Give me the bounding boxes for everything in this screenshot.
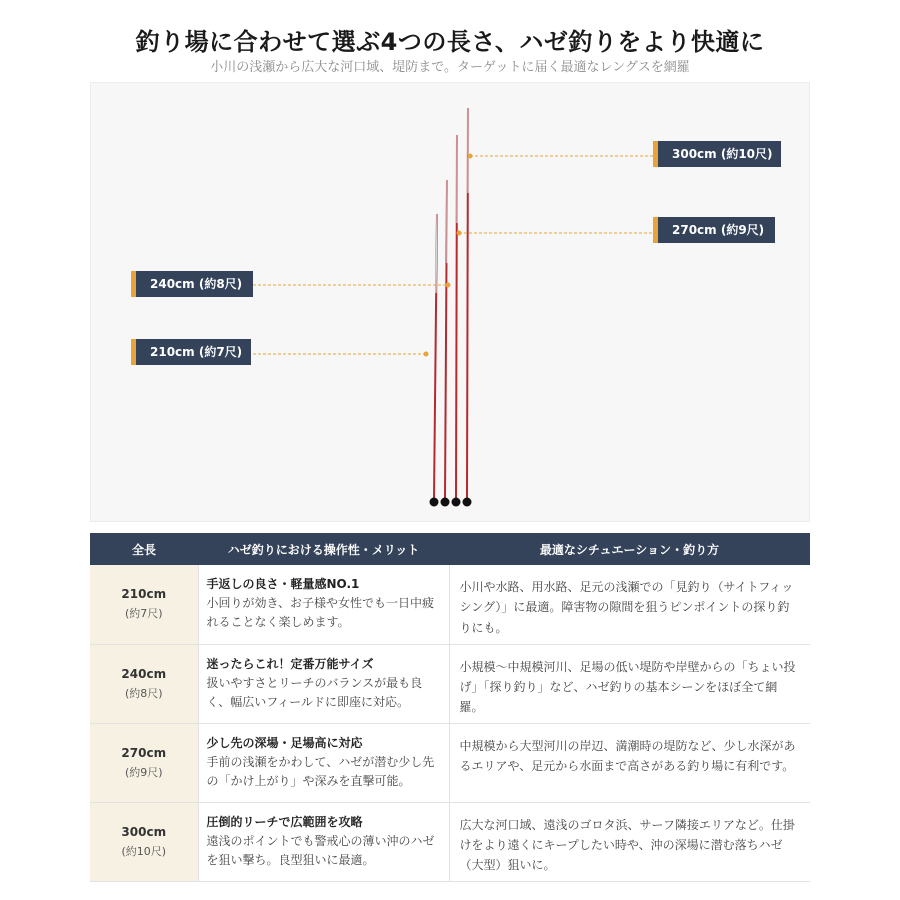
rod-270-grip (452, 498, 461, 507)
rod-240-grip (441, 498, 450, 507)
length-cell (90, 565, 198, 644)
length-cell (90, 802, 198, 881)
label-210cm: 210cm (約7尺) (131, 339, 251, 365)
rod-length-illustration (90, 82, 810, 522)
table-row (90, 723, 810, 802)
length-shaku: (約10尺) (121, 844, 167, 858)
length-cell (90, 723, 198, 802)
length-cell (90, 644, 198, 723)
table-row (90, 565, 810, 644)
length-cm: 240cm (121, 666, 167, 681)
header-situation: 最適なシチュエーション・釣り方 (449, 533, 810, 565)
merit-heading: 圧倒的リーチで広範囲を攻略 (206, 814, 363, 829)
page-title: 釣り場に合わせて選ぶ4つの長さ、ハゼ釣りをより快適に (135, 28, 765, 56)
merit-cell (198, 802, 449, 881)
length-shaku: (約7尺) (124, 607, 163, 621)
page-subtitle: 小川の浅瀬から広大な河口域、堤防まで。ターゲットに届く最適なレングスを網羅 (210, 60, 690, 75)
label-300cm: 300cm (約10尺) (653, 141, 781, 167)
situation-cell: 小川や水路、用水路、足元の浅瀬での「見釣り（サイトフィッシング）」に最適。障害物の隙間を狙うピンポイントの探り釣りにも。 (449, 565, 810, 644)
situation-cell: 小規模〜中規模河川、足場の低い堤防や岸壁からの「ちょい投げ」「探り釣り」など、ハゼ釣りの基本シーンをほぼ全て網羅。 (449, 644, 810, 723)
situation-cell: 中規模から大型河川の岸辺、満潮時の堤防など、少し水深があるエリアや、足元から水面まで高さがある釣り場に有利です。 (449, 723, 810, 802)
situation-cell: 広大な河口域、遠浅のゴロタ浜、サーフ隣接エリアなど。仕掛けをより遠くにキープしたい時や、沖の深場に潜む落ちハゼ（大型）狙いに。 (449, 802, 810, 881)
rod-length-comparison-table (90, 533, 810, 882)
header-length: 全長 (90, 533, 198, 565)
merit-text: 扱いやすさとリーチのバランスが最も良く、幅広いフィールドに即座に対応。 (206, 675, 423, 709)
merit-heading: 少し先の深場・足場高に対応 (206, 735, 363, 750)
table-row (90, 802, 810, 881)
merit-text: 小回りが効き、お子様や女性でも一日中疲れることなく楽しめます。 (206, 596, 435, 630)
length-shaku: (約9尺) (124, 765, 163, 779)
merit-cell (198, 644, 449, 723)
header-merit: ハゼ釣りにおける操作性・メリット (198, 533, 449, 565)
merit-heading: 手返しの良さ・軽量感NO.1 (206, 577, 360, 591)
merit-heading: 迷ったらこれ！定番万能サイズ (206, 656, 374, 671)
table-row (90, 644, 810, 723)
length-cm: 270cm (121, 745, 167, 760)
rod-210-grip (430, 498, 439, 507)
rod-300-grip (463, 498, 472, 507)
length-shaku: (約8尺) (124, 686, 163, 700)
label-270cm: 270cm (約9尺) (653, 217, 775, 243)
merit-text: 手前の浅瀬をかわして、ハゼが潜む少し先の「かけ上がり」や深みを直撃可能。 (206, 754, 435, 788)
label-240cm: 240cm (約8尺) (131, 271, 253, 297)
merit-cell (198, 723, 449, 802)
length-cm: 210cm (121, 587, 167, 602)
merit-text: 遠浅のポイントでも警戒心の薄い沖のハゼを狙い撃ち。良型狙いに最適。 (206, 833, 435, 867)
length-cm: 300cm (121, 824, 167, 839)
table-header-row (90, 533, 810, 565)
merit-cell (198, 565, 449, 644)
